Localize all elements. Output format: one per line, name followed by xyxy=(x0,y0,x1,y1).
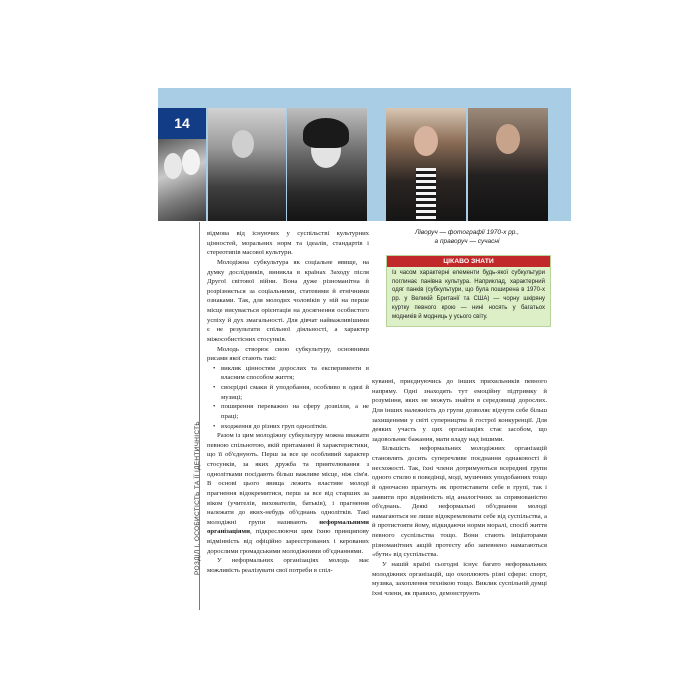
photo-modern-woman-leather-jacket xyxy=(386,108,466,221)
page-number: 14 xyxy=(174,115,190,131)
photo-1970s-punk-man xyxy=(208,108,286,221)
photo-1970s-punk-woman xyxy=(287,108,367,221)
paragraph: відмова від існуючих у суспільстві культурних цінностей, моральних норм та ідеалів, стандартів і стереотипів масової культури. xyxy=(207,230,369,257)
section-label: РОЗДІЛ І. ОСОБИСТІСТЬ ТА ЇЇ ІДЕНТИЧНІСТЬ xyxy=(194,421,201,575)
list-item: • поширення переважно на сферу дозвілля, а не праці; xyxy=(221,402,369,421)
paragraph: Молодь створює свою субкультуру, основними рисами якої стають такі: xyxy=(207,345,369,363)
list-item: • виклик цінностям дорослих та експерименти в власним способом життя; xyxy=(221,364,369,383)
paragraph xyxy=(207,431,369,556)
term-informal-organizations: неформальними організаціями xyxy=(207,518,369,536)
paragraph: Молодіжна субкультура як соціальне явище, на думку дослідників, виникла в країнах Заходу після Другої світової війни. Вона дуже різноманітна й розрізняється за соціальними, статевими й етнічними ознаками. Так, для молодих чоловіків у ній на перше місце висувається орієнтація на досягнення особистого успіху й дух змагальності. Для дівчат найважливішими є не результати спільної діяльності, а характер міжособистісних стосунків. xyxy=(207,258,369,343)
left-column xyxy=(207,229,369,576)
list-item: • входження до різних груп однолітків. xyxy=(221,422,369,432)
photo-masks xyxy=(158,139,206,221)
paragraph: куванні, приєднуючись до інших прихильників певного напряму. Одні знаходять тут емоційну підтримку й розуміння, яких не можуть знайти в середовищі дорослих. Для інших належність до групи дозволяє відчути себе більш захищеними у світі суперництва й гострої конкуренції. Для деяких участь у цих організаціях стає засобом, що задовольняє бажання, мати владу над іншими. xyxy=(372,378,547,443)
fact-box xyxy=(386,255,551,327)
caption-line: Ліворуч — фотографії 1970-х рр., xyxy=(414,229,520,236)
traits-list xyxy=(207,364,369,431)
fact-box-text: Із часом характерні елементи будь-якої субкультури поглинає панівна культура. Наприклад, характерний одяг панків (субкультури, що була поширена в 1970-х рр. у Великій Британії та США) — чорну шкіряну куртку певного крою — нині носять у багатьох модників й модниць у усього світу. xyxy=(392,270,545,320)
text-run: , підкреслюючи цим їхню принципову відмінність від офіційно зареєстрованих і керованих дорослими громадськими молодіжними об'єднаннями. xyxy=(207,528,369,555)
paragraph: У неформальних організаціях молодь має можливість реалізувати свої потреби в спіл- xyxy=(207,557,369,574)
paragraph: Більшість неформальних молодіжних організацій становлять досить суперечливе поєднання однаковості й несхожості. Так, їхні члени дотримуються всередині групи одного стилю в поведінці, моді, музичних уподобаннях тощо й одночасно прагнуть як протиставити себе в групі, так і заявити про відмінність від аналогічних за спрямованістю об'єднань. Деякі неформальні об'єднання молоді намагаються не лише відокремлювати себе від суспільства, а й протистояти йому, відкидаючи норми моралі, спосіб життя певного суспільства тощо. Вони стають ініціаторами різноманітних акцій протесту або запевнено намагаються «бути» від суспільства. xyxy=(372,445,547,559)
photo-caption xyxy=(386,228,548,246)
fact-box-title: ЦІКАВО ЗНАТИ xyxy=(387,256,550,267)
list-item: • своєрідні смаки й уподобання, особливо в одязі й музиці; xyxy=(221,383,369,402)
caption-line: а праворуч — сучасні xyxy=(434,238,500,245)
text-run: Разом із цим молодіжну субкультуру можна вважати певною спільнотою, якій притаманні й характеристики, що її об'єднують. Перш за все це особливий характер стосунків, за яких дружба та приятелювання з однолітками посідають більш важливе місце, ніж сім'я. В основі цього явища лежить властиве молоді прагнення відокремитися, перш за все від старших за віком (учителів, вихователів, батьків), і прагнення належати до яких-небудь об'єднань однолітків. Такі молодіжні групи називають xyxy=(207,432,369,526)
right-column xyxy=(372,377,547,598)
paragraph: У нашій країні сьогодні існує багато неформальних молодіжних організацій, що охоплюють різні сфери: спорт, музика, захоплення технікою тощо. Виклик суспільній думці їхні члени, як правило, демонструють xyxy=(372,560,547,597)
photo-modern-man-leather-jacket xyxy=(468,108,548,221)
